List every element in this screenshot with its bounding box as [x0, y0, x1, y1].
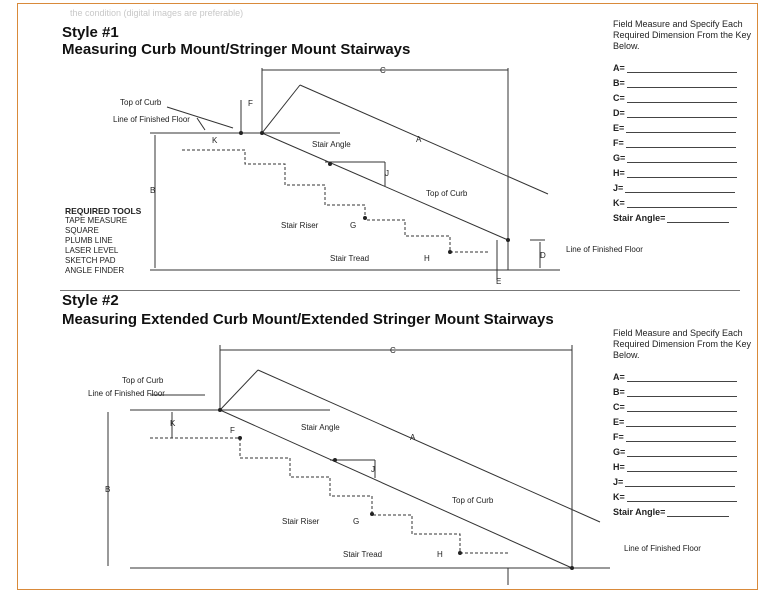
style2-key-header: Field Measure and Specify Each Required Dimension From the Key Below.	[613, 328, 752, 360]
s1-dim-c: C	[380, 66, 386, 75]
style1-key-label: B=	[613, 78, 625, 88]
style1-key-label: H=	[613, 168, 625, 178]
style1-key-label: G=	[613, 153, 626, 163]
tool-item: TAPE MEASURE	[65, 216, 128, 225]
style1-labels	[113, 66, 643, 286]
s2-dim-a: A	[410, 433, 416, 442]
s1-line-finished-floor: Line of Finished Floor	[113, 115, 190, 124]
s2-top-of-curb-2: Top of Curb	[452, 496, 494, 505]
s2-line-finished-floor: Line of Finished Floor	[88, 389, 165, 398]
s2-stair-riser: Stair Riser	[282, 517, 320, 526]
style2-labels	[88, 346, 701, 559]
style1-title: Measuring Curb Mount/Stringer Mount Stairways	[62, 41, 411, 58]
style1-key-label: K=	[613, 198, 625, 208]
s2-stair-angle: Stair Angle	[301, 423, 340, 432]
style2-label: Style #2	[62, 292, 119, 309]
s2-dim-k: K	[170, 419, 176, 428]
s1-top-of-curb-2: Top of Curb	[426, 189, 468, 198]
s1-dim-g: G	[350, 221, 357, 230]
style1-key-label: C=	[613, 93, 625, 103]
s2-stair-tread: Stair Tread	[343, 550, 383, 559]
header-fragment: the condition (digital images are preferable)	[70, 8, 244, 18]
s2-dim-f: F	[230, 426, 235, 435]
style1-key-label: E=	[613, 123, 625, 133]
s2-dim-j: J	[371, 465, 375, 474]
s1-dim-j: J	[385, 169, 389, 178]
style2-key-label: H=	[613, 462, 625, 472]
style2-key-label: A=	[613, 372, 625, 382]
tool-item: SQUARE	[65, 226, 99, 235]
style1-stair-angle-label: Stair Angle=	[613, 213, 666, 223]
style2-key-label: C=	[613, 402, 625, 412]
s1-dim-h: H	[424, 254, 430, 263]
s1-top-of-curb: Top of Curb	[120, 98, 162, 107]
s1-dim-k: K	[212, 136, 218, 145]
style2-title: Measuring Extended Curb Mount/Extended Stringer Mount Stairways	[62, 311, 554, 328]
style1-label: Style #1	[62, 24, 119, 41]
s2-line-finished-floor-2: Line of Finished Floor	[624, 544, 701, 553]
style2-key-label: F=	[613, 432, 624, 442]
s2-dim-b: B	[105, 485, 111, 494]
style1-key-label: A=	[613, 63, 625, 73]
style1-dots	[239, 131, 510, 254]
tool-item: LASER LEVEL	[65, 246, 119, 255]
tool-item: PLUMB LINE	[65, 236, 113, 245]
style2-diagram	[108, 345, 610, 585]
s2-dim-h: H	[437, 550, 443, 559]
s1-dim-a: A	[416, 135, 422, 144]
style2-key-label: K=	[613, 492, 625, 502]
s1-dim-f: F	[248, 99, 253, 108]
style1-diagram	[150, 68, 560, 280]
style1-key-label: D=	[613, 108, 625, 118]
s1-dim-e: E	[496, 277, 502, 286]
tool-item: SKETCH PAD	[65, 256, 116, 265]
s1-dim-d: D	[540, 251, 546, 260]
tool-item: ANGLE FINDER	[65, 266, 125, 275]
s1-line-finished-floor-2: Line of Finished Floor	[566, 245, 643, 254]
style2-key-label: B=	[613, 387, 625, 397]
s2-top-of-curb: Top of Curb	[122, 376, 164, 385]
s1-stair-angle: Stair Angle	[312, 140, 351, 149]
s2-dim-c: C	[390, 346, 396, 355]
style2-key-label: E=	[613, 417, 625, 427]
style2-key-label: G=	[613, 447, 626, 457]
tools-header: REQUIRED TOOLS	[65, 206, 142, 216]
s1-dim-b: B	[150, 186, 156, 195]
style1-key-label: J=	[613, 183, 624, 193]
s1-stair-tread: Stair Tread	[330, 254, 370, 263]
style2-key-label: J=	[613, 477, 624, 487]
style2-stair-angle-label: Stair Angle=	[613, 507, 666, 517]
s2-dim-g: G	[353, 517, 360, 526]
s1-stair-riser: Stair Riser	[281, 221, 319, 230]
style1-key-header: Field Measure and Specify Each Required Dimension From the Key Below.	[613, 19, 752, 51]
style1-key-label: F=	[613, 138, 624, 148]
